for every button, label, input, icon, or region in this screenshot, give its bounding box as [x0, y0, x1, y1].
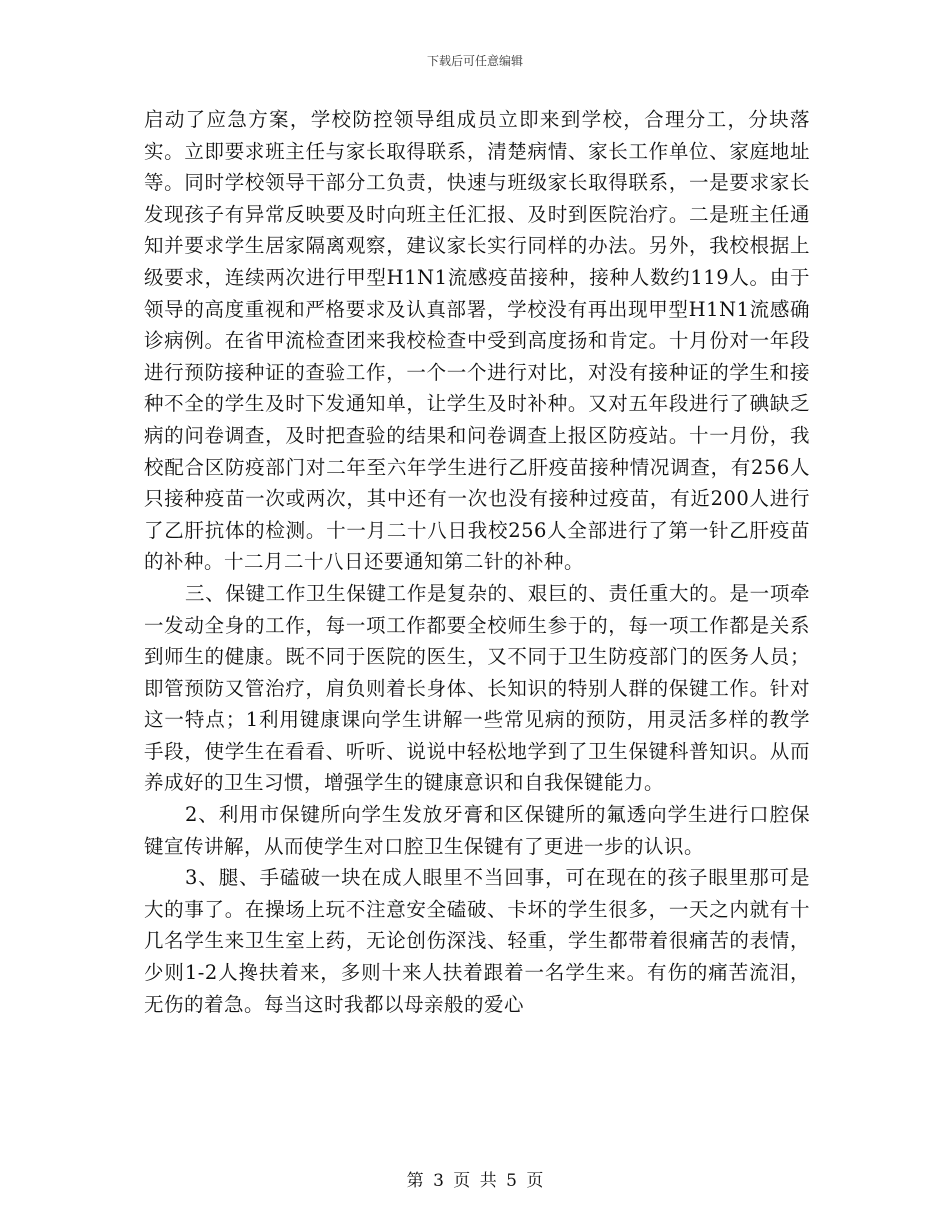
paragraph-health-care-work: 三、保键工作卫生保键工作是复杂的、艰巨的、责任重大的。是一项牵一发动全身的工作，每一项工作都要全校师生参于的，每一项工作都是关系到师生的健康。既不同于医院的医生，又不同于卫生防疫部门的医务人员；即管预防又管治疗，肩负则着长身体、长知识的特别人群的保键工作。针对这一特点；1利用键康课向学生讲解一些常见病的预防，用灵活多样的教学手段，使学生在看看、听听、说说中轻松地学到了卫生保键科普知识。从而养成好的卫生习惯，增强学生的键康意识和自我保键能力。 — [144, 581, 810, 795]
page-number: 第 3 页 共 5 页 — [406, 1171, 544, 1191]
page-header-note: 下载后可任意编辑 — [426, 54, 523, 68]
paragraph-oral-health: 2、利用市保键所向学生发放牙膏和区保键所的氟透向学生进行口腔保键宣传讲解，从而使学生对口腔卫生保键有了更进一步的认识。 — [144, 803, 810, 858]
paragraph-injury-care: 3、腿、手磕破一块在成人眼里不当回事，可在现在的孩子眼里那可是大的事了。在操场上玩不注意安全磕破、卡坏的学生很多，一天之内就有十几名学生来卫生室上药，无论创伤深浅、轻重，学生都带着很痛苦的表情，少则1-2人搀扶着来，多则十来人扶着跟着一名学生来。有伤的痛苦流泪，无伤的着急。每当这时我都以母亲般的爱心 — [144, 866, 810, 1016]
document-body — [144, 104, 810, 1020]
paragraph-emergency-response: 启动了应急方案，学校防控领导组成员立即来到学校，合理分工，分块落实。立即要求班主任与家长取得联系，清楚病情、家长工作单位、家庭地址等。同时学校领导干部分工负责，快速与班级家长取得联系，一是要求家长发现孩子有异常反映要及时向班主任汇报、及时到医院治疗。二是班主任通知并要求学生居家隔离观察，建议家长实行同样的办法。另外，我校根据上级要求，连续两次进行甲型H1N1流感疫苗接种，接种人数约119人。由于领导的高度重视和严格要求及认真部署，学校没有再出现甲型H1N1流感确诊病例。在省甲流检查团来我校检查中受到高度扬和肯定。十月份对一年段进行预防接种证的查验工作，一个一个进行对比，对没有接种证的学生和接种不全的学生及时下发通知单，让学生及时补种。又对五年段进行了碘缺乏病的问卷调查，及时把查验的结果和问卷调查上报区防疫站。十一月份，我校配合区防疫部门对二年至六年学生进行乙肝疫苗接种情况调查，有256人只接种疫苗一次或两次，其中还有一次也没有接种过疫苗，有近200人进行了乙肝抗体的检测。十一月二十八日我校256人全部进行了第一针乙肝疫苗的补种。十二月二十八日还要通知第二针的补种。 — [144, 108, 810, 574]
